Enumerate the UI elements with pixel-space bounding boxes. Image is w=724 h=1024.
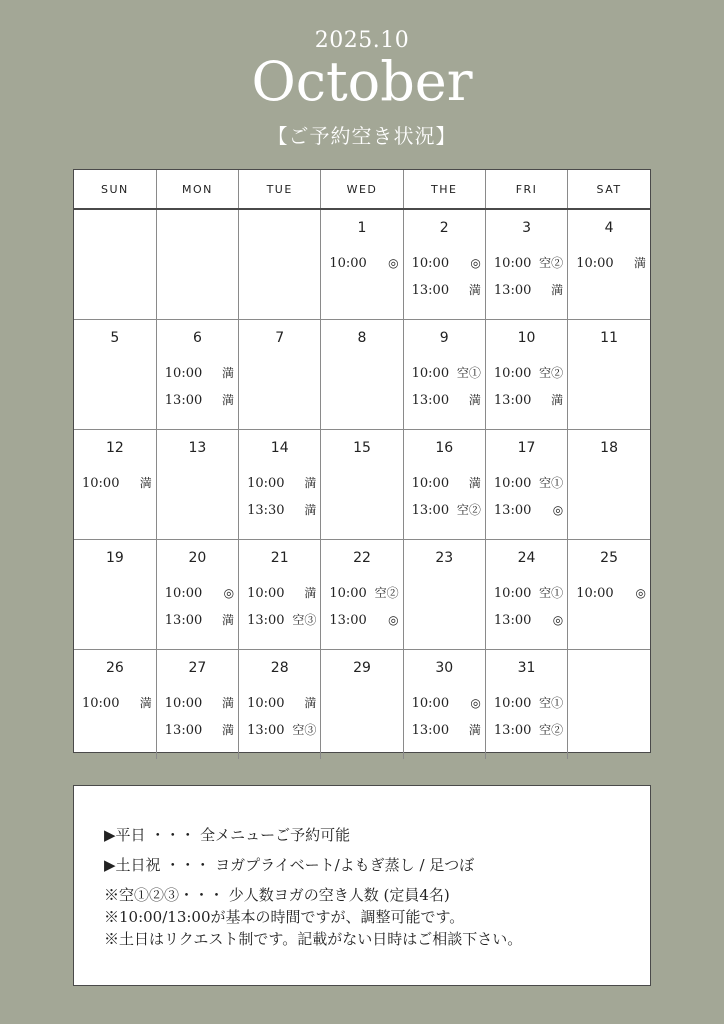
slot-status: 空② (539, 723, 564, 737)
day-number: 21 (270, 550, 289, 566)
time-slot (247, 607, 316, 634)
day-number: 31 (517, 660, 536, 676)
week-row (74, 209, 650, 320)
slot-status: 満 (222, 366, 235, 380)
day-number: 8 (357, 330, 367, 346)
slot-list (568, 250, 650, 277)
time-slot (247, 580, 316, 607)
slot-list (321, 580, 402, 634)
slot-list (404, 360, 485, 414)
time-slot (329, 580, 398, 607)
day-cell (485, 650, 567, 760)
info-box (73, 785, 651, 986)
slot-list (568, 580, 650, 607)
day-number: 15 (353, 440, 371, 456)
slot-time: 13:00 (493, 613, 532, 628)
slot-status: ◎ (388, 613, 399, 627)
slot-status: ◎ (388, 256, 399, 270)
slot-status: 満 (139, 476, 152, 490)
time-slot (247, 470, 316, 497)
time-slot (412, 717, 481, 744)
time-slot (82, 690, 152, 717)
calendar-body (74, 209, 650, 759)
time-slot (494, 497, 563, 524)
slot-status: 満 (304, 696, 317, 710)
slot-time: 10:00 (411, 696, 450, 711)
time-slot (412, 690, 481, 717)
week-row (74, 540, 650, 650)
day-number: 25 (600, 550, 618, 566)
day-number: 12 (105, 440, 124, 456)
weekday-header: TUE (239, 170, 321, 209)
day-cell (321, 540, 403, 650)
slot-time: 10:00 (164, 586, 203, 601)
slot-time: 13:00 (247, 723, 285, 738)
day-cell (568, 430, 650, 540)
slot-list (321, 250, 402, 277)
day-cell (568, 209, 650, 320)
day-cell (74, 320, 156, 430)
day-number: 1 (357, 220, 367, 236)
year-month-label: 2025.10 (314, 28, 410, 53)
week-row (74, 650, 650, 760)
slot-status: ◎ (470, 696, 481, 710)
slot-list (486, 360, 567, 414)
time-slot (494, 580, 563, 607)
day-number: 24 (517, 550, 536, 566)
day-number: 6 (192, 330, 202, 346)
time-slot (412, 250, 481, 277)
time-slot (165, 580, 234, 607)
slot-list (157, 690, 238, 744)
time-slot (412, 360, 481, 387)
slot-time: 10:00 (411, 366, 450, 381)
slot-time: 10:00 (247, 696, 285, 711)
slot-list (239, 580, 320, 634)
day-cell (239, 209, 321, 320)
weekday-header: THE (403, 170, 485, 209)
day-cell (156, 540, 238, 650)
slot-list (404, 690, 485, 744)
weekday-header: SUN (74, 170, 156, 209)
slot-status: 満 (633, 256, 646, 270)
slot-status: 満 (304, 476, 317, 490)
time-slot (412, 277, 481, 304)
time-slot (412, 497, 481, 524)
day-number: 17 (517, 440, 536, 456)
time-slot (165, 387, 234, 414)
time-slot (494, 387, 563, 414)
slot-status: 空② (539, 366, 564, 380)
note-line: ※空①②③・・・ 少人数ヨガの空き人数 (定員4名) (104, 886, 450, 904)
day-cell (403, 209, 485, 320)
slot-status: 空③ (292, 723, 317, 737)
time-slot (576, 580, 646, 607)
slot-time: 10:00 (493, 366, 532, 381)
day-cell (403, 650, 485, 760)
slot-status: 空③ (292, 613, 317, 627)
calendar (73, 169, 651, 753)
weekday-header: FRI (485, 170, 567, 209)
time-slot (494, 607, 563, 634)
weekday-header: SAT (568, 170, 650, 209)
slot-status: 満 (304, 503, 317, 517)
time-slot (494, 360, 563, 387)
day-cell (156, 320, 238, 430)
slot-time: 10:00 (411, 476, 450, 491)
slot-time: 10:00 (493, 256, 532, 271)
time-slot (329, 250, 398, 277)
slot-list (239, 690, 320, 744)
slot-status: 満 (222, 393, 235, 407)
day-number: 20 (188, 550, 207, 566)
slot-list (486, 250, 567, 304)
slot-time: 13:00 (164, 723, 203, 738)
time-slot (412, 470, 481, 497)
slot-list (486, 690, 567, 744)
info-line: ▶土日祝 ・・・ ヨガプライベート/よもぎ蒸し / 足つぼ (104, 856, 475, 874)
slot-list (74, 690, 156, 717)
week-row (74, 430, 650, 540)
day-cell (321, 650, 403, 760)
slot-status: ◎ (635, 586, 646, 600)
time-slot (576, 250, 646, 277)
slot-time: 13:00 (164, 613, 203, 628)
time-slot (247, 690, 316, 717)
slot-status: ◎ (223, 586, 235, 600)
time-slot (494, 470, 563, 497)
slot-status: 空① (539, 476, 564, 490)
slot-list (486, 470, 567, 524)
slot-time: 13:00 (247, 613, 285, 628)
slot-list (157, 360, 238, 414)
slot-time: 13:30 (247, 503, 285, 518)
time-slot (494, 690, 563, 717)
day-cell (321, 430, 403, 540)
day-cell (321, 209, 403, 320)
day-number: 29 (353, 660, 371, 676)
day-number: 2 (439, 220, 449, 236)
day-number: 18 (600, 440, 618, 456)
day-cell (568, 650, 650, 760)
slot-list (404, 470, 485, 524)
day-cell (239, 650, 321, 760)
slot-status: 空① (539, 696, 564, 710)
day-number: 3 (522, 220, 531, 236)
day-number: 7 (275, 330, 285, 346)
slot-time: 10:00 (493, 476, 532, 491)
slot-time: 13:00 (164, 393, 203, 408)
slot-status: ◎ (552, 613, 564, 627)
day-cell (403, 320, 485, 430)
weekday-header-row (74, 170, 650, 209)
day-cell (485, 540, 567, 650)
slot-status: 空② (539, 256, 564, 270)
day-number: 22 (353, 550, 371, 566)
note-line: ※土日はリクエスト制です。記載がない日時はご相談下さい。 (104, 930, 523, 948)
day-cell (239, 320, 321, 430)
slot-time: 13:00 (493, 503, 532, 518)
day-cell (156, 209, 238, 320)
slot-time: 10:00 (82, 696, 120, 711)
slot-status: 空① (456, 366, 481, 380)
info-line: ▶平日 ・・・ 全メニューご予約可能 (104, 826, 351, 844)
weekday-header: WED (321, 170, 403, 209)
slot-status: 空② (374, 586, 399, 600)
day-cell (403, 540, 485, 650)
notes (104, 884, 650, 950)
day-number: 5 (110, 330, 120, 346)
slot-time: 13:00 (411, 393, 450, 408)
slot-time: 10:00 (411, 256, 450, 271)
day-cell (403, 430, 485, 540)
slot-status: 満 (304, 586, 317, 600)
slot-status: 満 (468, 283, 481, 297)
month-title: October (251, 50, 473, 113)
time-slot (165, 717, 234, 744)
slot-list (486, 580, 567, 634)
slot-status: ◎ (470, 256, 481, 270)
day-number: 11 (600, 330, 618, 346)
day-cell (239, 540, 321, 650)
slot-status: 満 (139, 696, 152, 710)
time-slot (494, 250, 563, 277)
slot-time: 10:00 (329, 586, 367, 601)
slot-time: 10:00 (164, 696, 203, 711)
day-number: 27 (188, 660, 207, 676)
week-row (74, 320, 650, 430)
slot-list (74, 470, 156, 497)
day-cell (568, 320, 650, 430)
slot-time: 10:00 (493, 586, 532, 601)
day-cell (74, 209, 156, 320)
time-slot (329, 607, 398, 634)
page-subtitle: 【ご予約空き状況】 (267, 124, 457, 148)
day-number: 19 (105, 550, 124, 566)
day-number: 14 (270, 440, 289, 456)
day-cell (485, 430, 567, 540)
time-slot (412, 387, 481, 414)
day-cell (74, 540, 156, 650)
slot-list (239, 470, 320, 524)
slot-status: 満 (551, 393, 564, 407)
slot-status: 空② (456, 503, 481, 517)
slot-time: 10:00 (247, 586, 285, 601)
weekday-header: MON (156, 170, 238, 209)
day-cell (321, 320, 403, 430)
day-cell (74, 430, 156, 540)
slot-status: 満 (222, 723, 235, 737)
note-line: ※10:00/13:00が基本の時間ですが、調整可能です。 (104, 908, 465, 926)
time-slot (165, 607, 234, 634)
slot-list (404, 250, 485, 304)
day-number: 30 (435, 660, 454, 676)
time-slot (165, 360, 234, 387)
slot-list (157, 580, 238, 634)
slot-status: 空① (539, 586, 564, 600)
slot-time: 10:00 (576, 256, 614, 271)
slot-time: 13:00 (411, 283, 450, 298)
day-cell (485, 320, 567, 430)
slot-time: 10:00 (82, 476, 120, 491)
time-slot (494, 717, 563, 744)
slot-status: 満 (468, 723, 481, 737)
slot-status: 満 (468, 476, 481, 490)
slot-time: 13:00 (493, 283, 532, 298)
slot-time: 10:00 (247, 476, 285, 491)
day-number: 16 (435, 440, 454, 456)
time-slot (82, 470, 152, 497)
slot-time: 13:00 (493, 723, 532, 738)
day-cell (156, 650, 238, 760)
slot-status: 満 (222, 613, 235, 627)
day-number: 23 (435, 550, 454, 566)
slot-status: 満 (551, 283, 564, 297)
day-number: 4 (604, 220, 614, 236)
slot-status: ◎ (552, 503, 564, 517)
time-slot (165, 690, 234, 717)
day-number: 13 (188, 440, 207, 456)
day-cell (485, 209, 567, 320)
slot-time: 10:00 (493, 696, 532, 711)
day-cell (568, 540, 650, 650)
day-cell (74, 650, 156, 760)
slot-time: 10:00 (329, 256, 367, 271)
day-number: 26 (105, 660, 124, 676)
slot-status: 満 (222, 696, 235, 710)
day-number: 28 (270, 660, 289, 676)
slot-time: 13:00 (411, 503, 450, 518)
slot-status: 満 (468, 393, 481, 407)
slot-time: 13:00 (329, 613, 367, 628)
day-cell (156, 430, 238, 540)
time-slot (247, 497, 316, 524)
slot-time: 13:00 (493, 393, 532, 408)
day-cell (239, 430, 321, 540)
slot-time: 13:00 (411, 723, 450, 738)
day-number: 9 (439, 330, 449, 346)
day-number: 10 (517, 330, 536, 346)
slot-time: 10:00 (576, 586, 614, 601)
time-slot (247, 717, 316, 744)
time-slot (494, 277, 563, 304)
slot-time: 10:00 (164, 366, 203, 381)
